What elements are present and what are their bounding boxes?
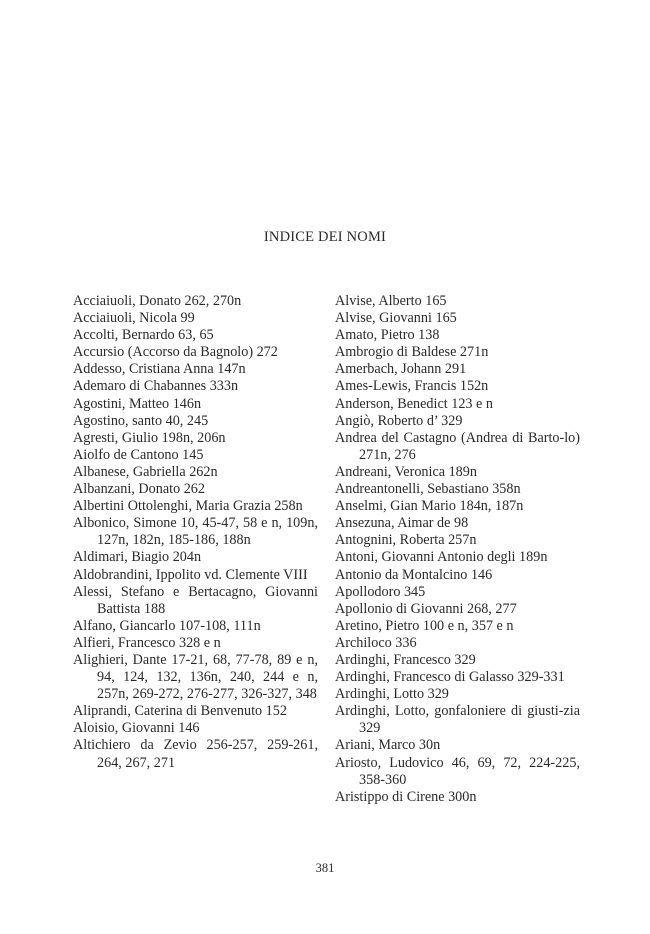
- index-entry: Aristippo di Cirene 300n: [335, 788, 477, 805]
- index-entry: Apollonio di Giovanni 268, 277: [335, 600, 517, 617]
- index-entry: Agostini, Matteo 146n: [73, 395, 202, 412]
- index-entry: Ademaro di Chabannes 333n: [73, 378, 239, 395]
- index-entry: Ariosto, Ludovico 46, 69, 72, 224-225, 358-360: [335, 754, 580, 788]
- index-entry: Aloisio, Giovanni 146: [73, 720, 200, 737]
- index-entry: Ambrogio di Baldese 271n: [335, 344, 489, 361]
- index-entry: Ardinghi, Francesco 329: [335, 651, 476, 668]
- index-entry: Addesso, Cristiana Anna 147n: [73, 361, 246, 378]
- index-entry: Aldobrandini, Ippolito vd. Clemente VIII: [73, 566, 308, 583]
- index-entry: Ariani, Marco 30n: [335, 737, 441, 754]
- index-entry: Alvise, Giovanni 165: [335, 310, 457, 327]
- index-entry: Albanese, Gabriella 262n: [73, 463, 218, 480]
- index-entry: Apollodoro 345: [335, 583, 426, 600]
- index-entry: Acciaiuoli, Nicola 99: [73, 310, 195, 327]
- index-entry: Aldimari, Biagio 204n: [73, 549, 202, 566]
- index-entry: Accolti, Bernardo 63, 65: [73, 327, 214, 344]
- index-title: INDICE DEI NOMI: [263, 229, 387, 245]
- index-entry: Alfieri, Francesco 328 e n: [73, 634, 221, 651]
- index-entry: Accursio (Accorso da Bagnolo) 272: [73, 344, 278, 361]
- page-number: 381: [315, 861, 335, 875]
- index-column-left: [73, 293, 318, 772]
- index-entry: Antonio da Montalcino 146: [335, 566, 493, 583]
- index-entry: Andreantonelli, Sebastiano 358n: [335, 481, 521, 498]
- index-entry: Andreani, Veronica 189n: [335, 463, 477, 480]
- index-entry: Albanzani, Donato 262: [73, 481, 205, 498]
- index-entry: Altichiero da Zevio 256-257, 259-261, 264, 267, 271: [73, 737, 318, 771]
- index-entry: Archiloco 336: [335, 634, 417, 651]
- index-entry: Ardinghi, Lotto 329: [335, 686, 449, 703]
- index-entry: Acciaiuoli, Donato 262, 270n: [73, 293, 242, 309]
- index-entry: Agostino, santo 40, 245: [73, 412, 209, 429]
- index-entry: Ames-Lewis, Francis 152n: [335, 378, 489, 395]
- index-entry: Aiolfo de Cantono 145: [73, 446, 204, 463]
- index-entry: Albonico, Simone 10, 45-47, 58 e n, 109n, 127n, 182n, 185-186, 188n: [73, 515, 318, 549]
- index-entry: Andrea del Castagno (Andrea di Barto-lo) 271n, 276: [335, 429, 580, 463]
- index-entry: Ardinghi, Lotto, gonfaloniere di giusti-zia 329: [335, 703, 580, 737]
- index-entry: Aretino, Pietro 100 e n, 357 e n: [335, 617, 514, 634]
- index-entry: Ardinghi, Francesco di Galasso 329-331: [335, 669, 565, 686]
- index-entry: Alfano, Giancarlo 107-108, 111n: [73, 617, 261, 634]
- index-entry: Agresti, Giulio 198n, 206n: [73, 429, 226, 446]
- index-entry: Aliprandi, Caterina di Benvenuto 152: [73, 703, 287, 720]
- index-entry: Antoni, Giovanni Antonio degli 189n: [335, 549, 548, 566]
- index-entry: Angiò, Roberto d’ 329: [335, 412, 463, 429]
- index-column-right: [335, 293, 580, 806]
- index-entry: Anderson, Benedict 123 e n: [335, 395, 493, 412]
- index-entry: Anselmi, Gian Mario 184n, 187n: [335, 498, 524, 515]
- index-entry: Antognini, Roberta 257n: [335, 532, 477, 549]
- index-entry: Amato, Pietro 138: [335, 327, 440, 344]
- index-entry: Ansezuna, Aimar de 98: [335, 515, 469, 532]
- index-entry: Albertini Ottolenghi, Maria Grazia 258n: [73, 498, 303, 515]
- index-entry: Alighieri, Dante 17-21, 68, 77-78, 89 e n, 94, 124, 132, 136n, 240, 244 e n, 257n, 269-272, 276-277, 326-327, 348: [73, 651, 318, 703]
- index-entry: Alvise, Alberto 165: [335, 293, 447, 309]
- index-entry: Amerbach, Johann 291: [335, 361, 467, 378]
- index-entry: Alessi, Stefano e Bertacagno, Giovanni Battista 188: [73, 583, 318, 617]
